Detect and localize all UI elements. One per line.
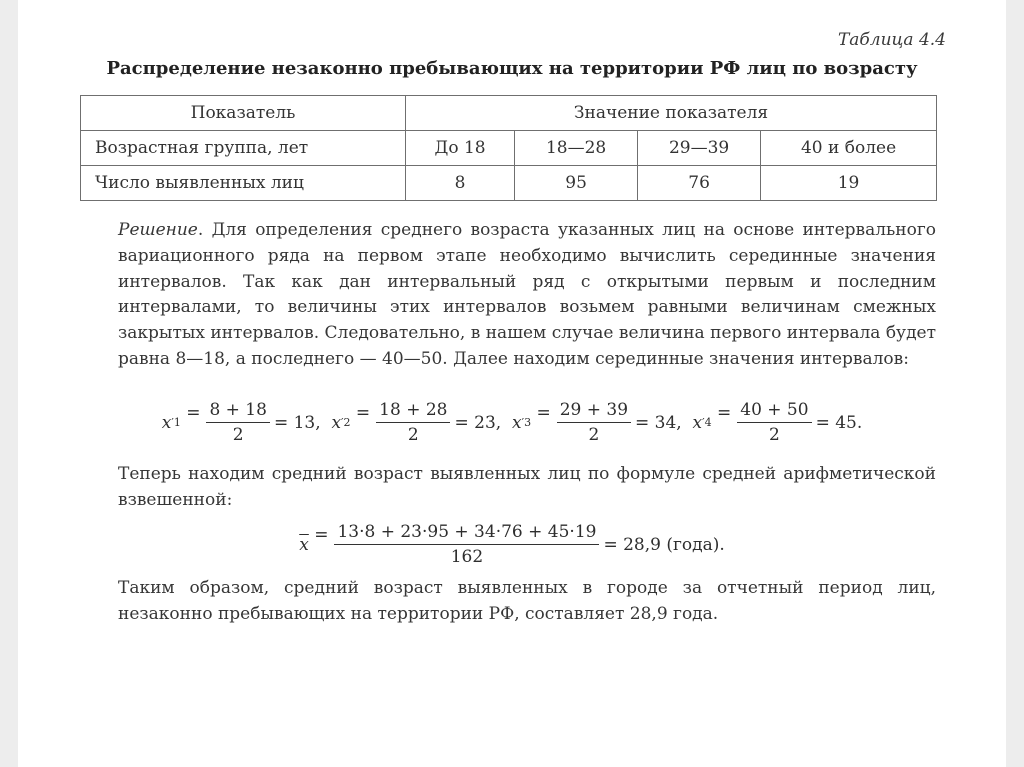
mean-symbol: $\overline{x}$ <box>299 534 309 555</box>
formula-result: = 28,9 (года). <box>603 534 725 555</box>
solution-paragraph <box>118 218 936 373</box>
table-cell: 8 <box>406 166 515 201</box>
table-row <box>81 166 937 201</box>
header-indicator: Показатель <box>81 96 406 131</box>
conclusion-paragraph: Таким образом, средний возраст выявленных в городе за отчетный период лиц, незаконно пребывающих на территории РФ, составляет 28,9 года. <box>118 578 936 624</box>
formula-term: x ′ 2 = $\frac{18 + 28}{2}$ = 23, <box>331 400 502 445</box>
row-label: Число выявленных лиц <box>81 166 406 201</box>
solution-text: . Для определения среднего возраста указанных лиц на основе интервального вариационного ряда на первом этапе необходимо вычислить серединные значения интервалов. Так как дан интервальный ряд с открытыми первым и последним интервалами, то величины этих интервалов возьмем равными величинам смежных закрытых интервалов. Следовательно, в нашем случае величина первого интервала будет равна 8—18, а последнего — 40—50. Далее находим серединные значения интервалов: <box>118 220 936 369</box>
weighted-mean-paragraph: Теперь находим средний возраст выявленных лиц по формуле средней арифметической взвешенной: <box>118 464 936 510</box>
row-label: Возрастная группа, лет <box>81 131 406 166</box>
table-cell: 18—28 <box>515 131 638 166</box>
table-cell: 29—39 <box>638 131 761 166</box>
formula-numerator: 13·8 + 23·95 + 34·76 + 45·19 <box>334 522 599 545</box>
formula-term: x ′ 3 = $\frac{29 + 39}{2}$ = 34, <box>511 400 682 445</box>
table-title: Распределение незаконно пребывающих на территории РФ лиц по возрасту <box>106 58 918 79</box>
table-number: Таблица 4.4 <box>837 30 946 50</box>
formula-term: x ′ 4 = $\frac{40 + 50}{2}$ = 45. <box>692 400 863 445</box>
header-values: Значение показателя <box>406 96 937 131</box>
midpoint-formula <box>0 400 1024 445</box>
table-cell: 40 и более <box>761 131 937 166</box>
table-header-row <box>81 96 937 131</box>
weighted-mean-formula: $\overline{x}$ = $\frac{13\cdot 8 + 23\cdot 95 + 34\cdot 76 + 45\cdot 19}{162}$ = 28,9 (года). <box>299 522 725 567</box>
formula-denominator: 162 <box>450 547 484 567</box>
formula-term: x ′ 1 = $\frac{8 + 18}{2}$ = 13, <box>161 400 321 445</box>
table-cell: 95 <box>515 166 638 201</box>
solution-lead: Решение <box>118 220 198 240</box>
age-distribution-table <box>80 95 937 201</box>
table-cell: 19 <box>761 166 937 201</box>
table-cell: 76 <box>638 166 761 201</box>
table-row <box>81 131 937 166</box>
table-cell: До 18 <box>406 131 515 166</box>
